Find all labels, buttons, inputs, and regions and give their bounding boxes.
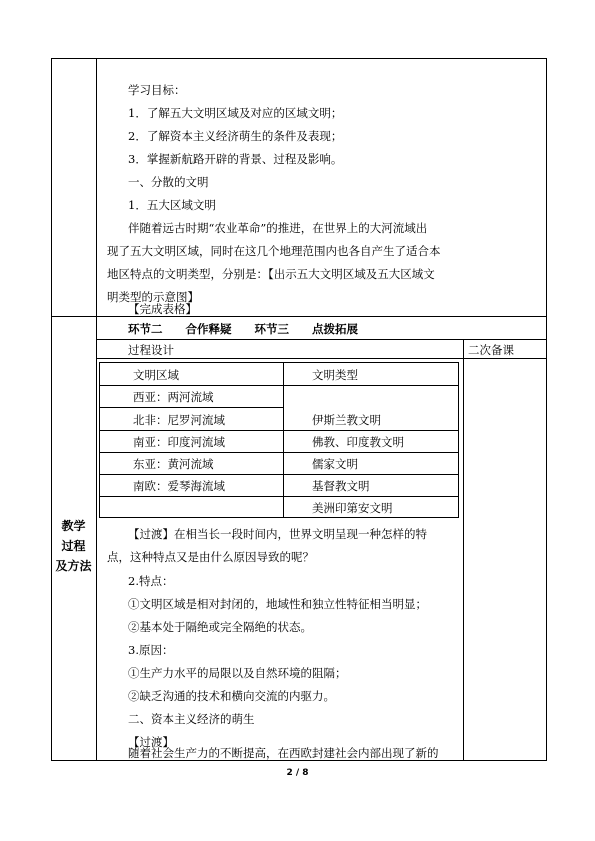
section2-line: ②缺乏沟通的技术和横向交流的内驱力。: [128, 689, 335, 703]
section1-line: 现了五大文明区域，同时在这几个地理范围内也各自产生了适合本: [107, 244, 441, 258]
process-header-divider: [96, 358, 547, 359]
civ-region-cell: 南亚：印度河流域: [133, 435, 225, 449]
section2-line: 点，这种特点又是由什么原因导致的呢？: [107, 550, 314, 564]
civ-type-cell: 儒家文明: [312, 457, 358, 471]
section1-line: 1．五大区域文明: [128, 198, 216, 212]
stage-heading: 环节二 合作释疑 环节三 点拨拓展: [128, 322, 358, 336]
table-border-left: [51, 58, 52, 761]
side-label-line: 及方法: [55, 559, 92, 573]
section2-line: 随着社会生产力的不断提高，在西欧封建社会内部出现了新的: [128, 746, 439, 760]
civ-row-divider: [99, 385, 458, 386]
side-label-line: 教学: [61, 519, 86, 533]
section1-line: 一、分散的文明: [128, 175, 209, 189]
section1-line: 学习目标：: [128, 83, 186, 97]
civ-row-divider: [99, 452, 458, 453]
civ-row-divider: [283, 496, 458, 497]
section1-line: 明类型的示意图】: [107, 290, 199, 304]
civ-region-cell: 北非：尼罗河流域: [133, 413, 225, 427]
page-number: 2 / 8: [286, 768, 309, 778]
civ-row-divider: [99, 474, 458, 475]
table-border-top: [51, 58, 547, 59]
civ-row-divider: [99, 407, 283, 408]
table-border-bottom: [51, 760, 547, 761]
civ-type-cell: 佛教、印度教文明: [312, 435, 404, 449]
civ-table-right: [458, 362, 459, 518]
civ-row-divider: [99, 430, 458, 431]
civ-header-type: 文明类型: [312, 368, 358, 382]
section-divider: [51, 316, 547, 317]
civ-type-cell: 基督教文明: [312, 479, 370, 493]
section1-line: 3．掌握新航路开辟的背景、过程及影响。: [128, 152, 343, 166]
side-label-line: 过程: [61, 539, 86, 553]
section2-line: 2.特点：: [128, 574, 174, 588]
table-border-right: [546, 58, 547, 761]
section2-line: ②基本处于隔绝或完全隔绝的状态。: [128, 620, 312, 634]
civ-type-cell: 美洲印第安文明: [312, 501, 393, 515]
civ-region-cell: 东亚：黄河流域: [133, 457, 214, 471]
side-label: [51, 516, 96, 576]
section2-line: ①文明区域是相对封闭的，地域性和独立性特征相当明显；: [128, 597, 427, 611]
section1-line: 1．了解五大文明区域及对应的区域文明；: [128, 106, 343, 120]
civ-header-region: 文明区域: [133, 368, 179, 382]
section2-line: 【过渡】在相当长一段时间内，世界文明呈现一种怎样的特: [128, 527, 427, 541]
stage-divider: [96, 339, 547, 340]
civ-table-bottom: [99, 517, 459, 518]
section1-line: 2．了解资本主义经济萌生的条件及表现；: [128, 129, 343, 143]
section2-line: 3.原因：: [128, 643, 174, 657]
column-divider-right: [463, 339, 464, 761]
section1-line: 【完成表格】: [128, 302, 197, 316]
section1-line: 地区特点的文明类型，分别是：【出示五大文明区域及五大区域文: [107, 267, 435, 281]
civ-table-top: [99, 362, 458, 363]
section2-line: 【过渡】: [128, 735, 174, 749]
section1-line: 伴随着远古时期“农业革命”的推进，在世界上的大河流域出: [128, 221, 428, 235]
process-design-label: 过程设计: [128, 343, 174, 357]
civ-type-cell: 伊斯兰教文明: [312, 413, 381, 427]
civ-row-divider: [99, 496, 283, 497]
column-divider-left: [96, 58, 97, 761]
civ-region-cell: 南欧：爱琴海流域: [133, 479, 225, 493]
section2-line: ①生产力水平的局限以及自然环境的阻隔；: [128, 666, 347, 680]
civ-region-cell: 西亚：两河流域: [133, 390, 214, 404]
second-prep-label: 二次备课: [468, 343, 514, 357]
section2-line: 二、资本主义经济的萌生: [128, 712, 255, 726]
